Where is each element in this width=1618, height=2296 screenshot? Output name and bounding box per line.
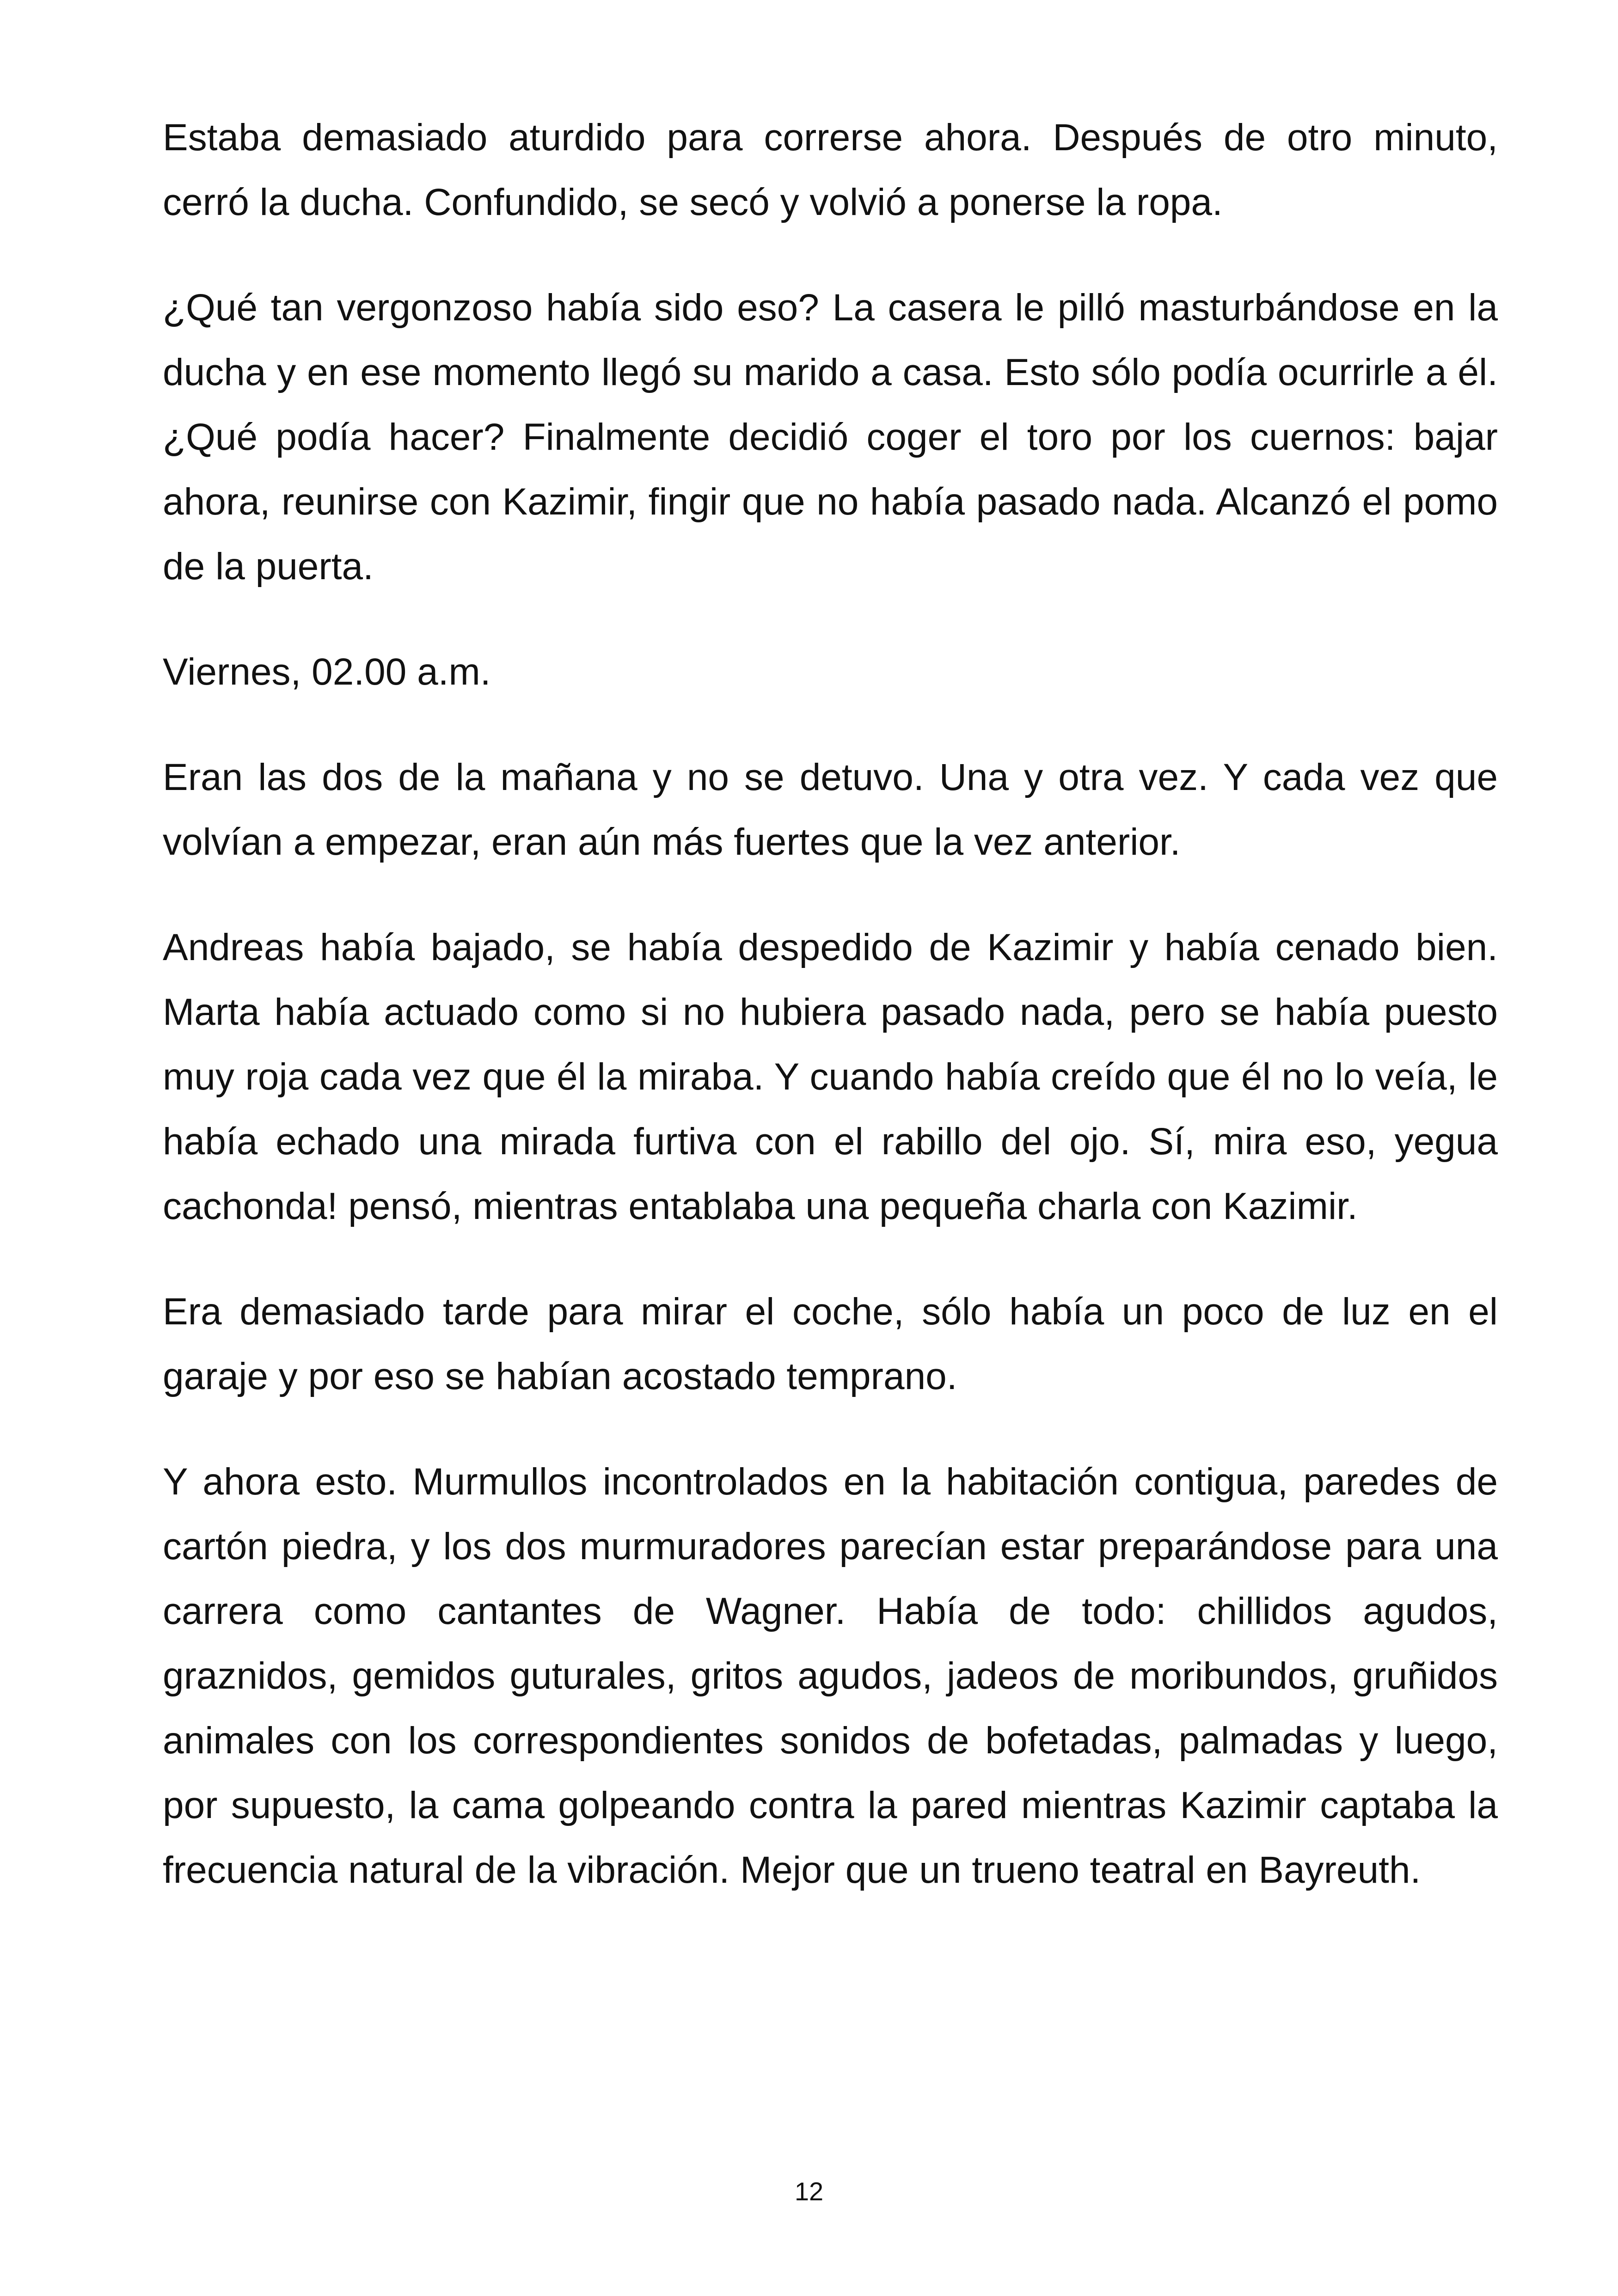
- paragraph-5: Andreas había bajado, se había despedido de Kazimir y había cenado bien. Marta había actuado como si no hubiera pasado nada, pero se había puesto muy roja cada vez que él la miraba. Y cuando había creído que él no lo veía, le había echado una mirada furtiva con el rabillo del ojo. Sí, mira eso, yegua cachonda! pensó, mientras entablaba una pequeña charla con Kazimir.: [163, 926, 1498, 1227]
- paragraph-1: Estaba demasiado aturdido para correrse ahora. Después de otro minuto, cerró la ducha. Confundido, se secó y volvió a ponerse la ropa.: [163, 116, 1498, 223]
- page-body: [163, 105, 1498, 1943]
- page-number: 12: [794, 2177, 824, 2206]
- paragraph-6: Era demasiado tarde para mirar el coche, sólo había un poco de luz en el garaje y por eso se habían acostado temprano.: [163, 1291, 1498, 1397]
- paragraph-4: Eran las dos de la mañana y no se detuvo. Una y otra vez. Y cada vez que volvían a empezar, eran aún más fuertes que la vez anterior.: [163, 756, 1498, 863]
- paragraph-3: Viernes, 02.00 a.m.: [163, 651, 491, 693]
- paragraph-2: ¿Qué tan vergonzoso había sido eso? La casera le pilló masturbándose en la ducha y en ese momento llegó su marido a casa. Esto sólo podía ocurrirle a él. ¿Qué podía hacer? Finalmente decidió coger el toro por los cuernos: bajar ahora, reunirse con Kazimir, fingir que no había pasado nada. Alcanzó el pomo de la puerta.: [163, 287, 1498, 588]
- paragraph-7: Y ahora esto. Murmullos incontrolados en la habitación contigua, paredes de cartón piedra, y los dos murmuradores parecían estar preparándose para una carrera como cantantes de Wagner. Había de todo: chillidos agudos, graznidos, gemidos guturales, gritos agudos, jadeos de moribundos, gruñidos animales con los correspondientes sonidos de bofetadas, palmadas y luego, por supuesto, la cama golpeando contra la pared mientras Kazimir captaba la frecuencia natural de la vibración. Mejor que un trueno teatral en Bayreuth.: [163, 1461, 1498, 1891]
